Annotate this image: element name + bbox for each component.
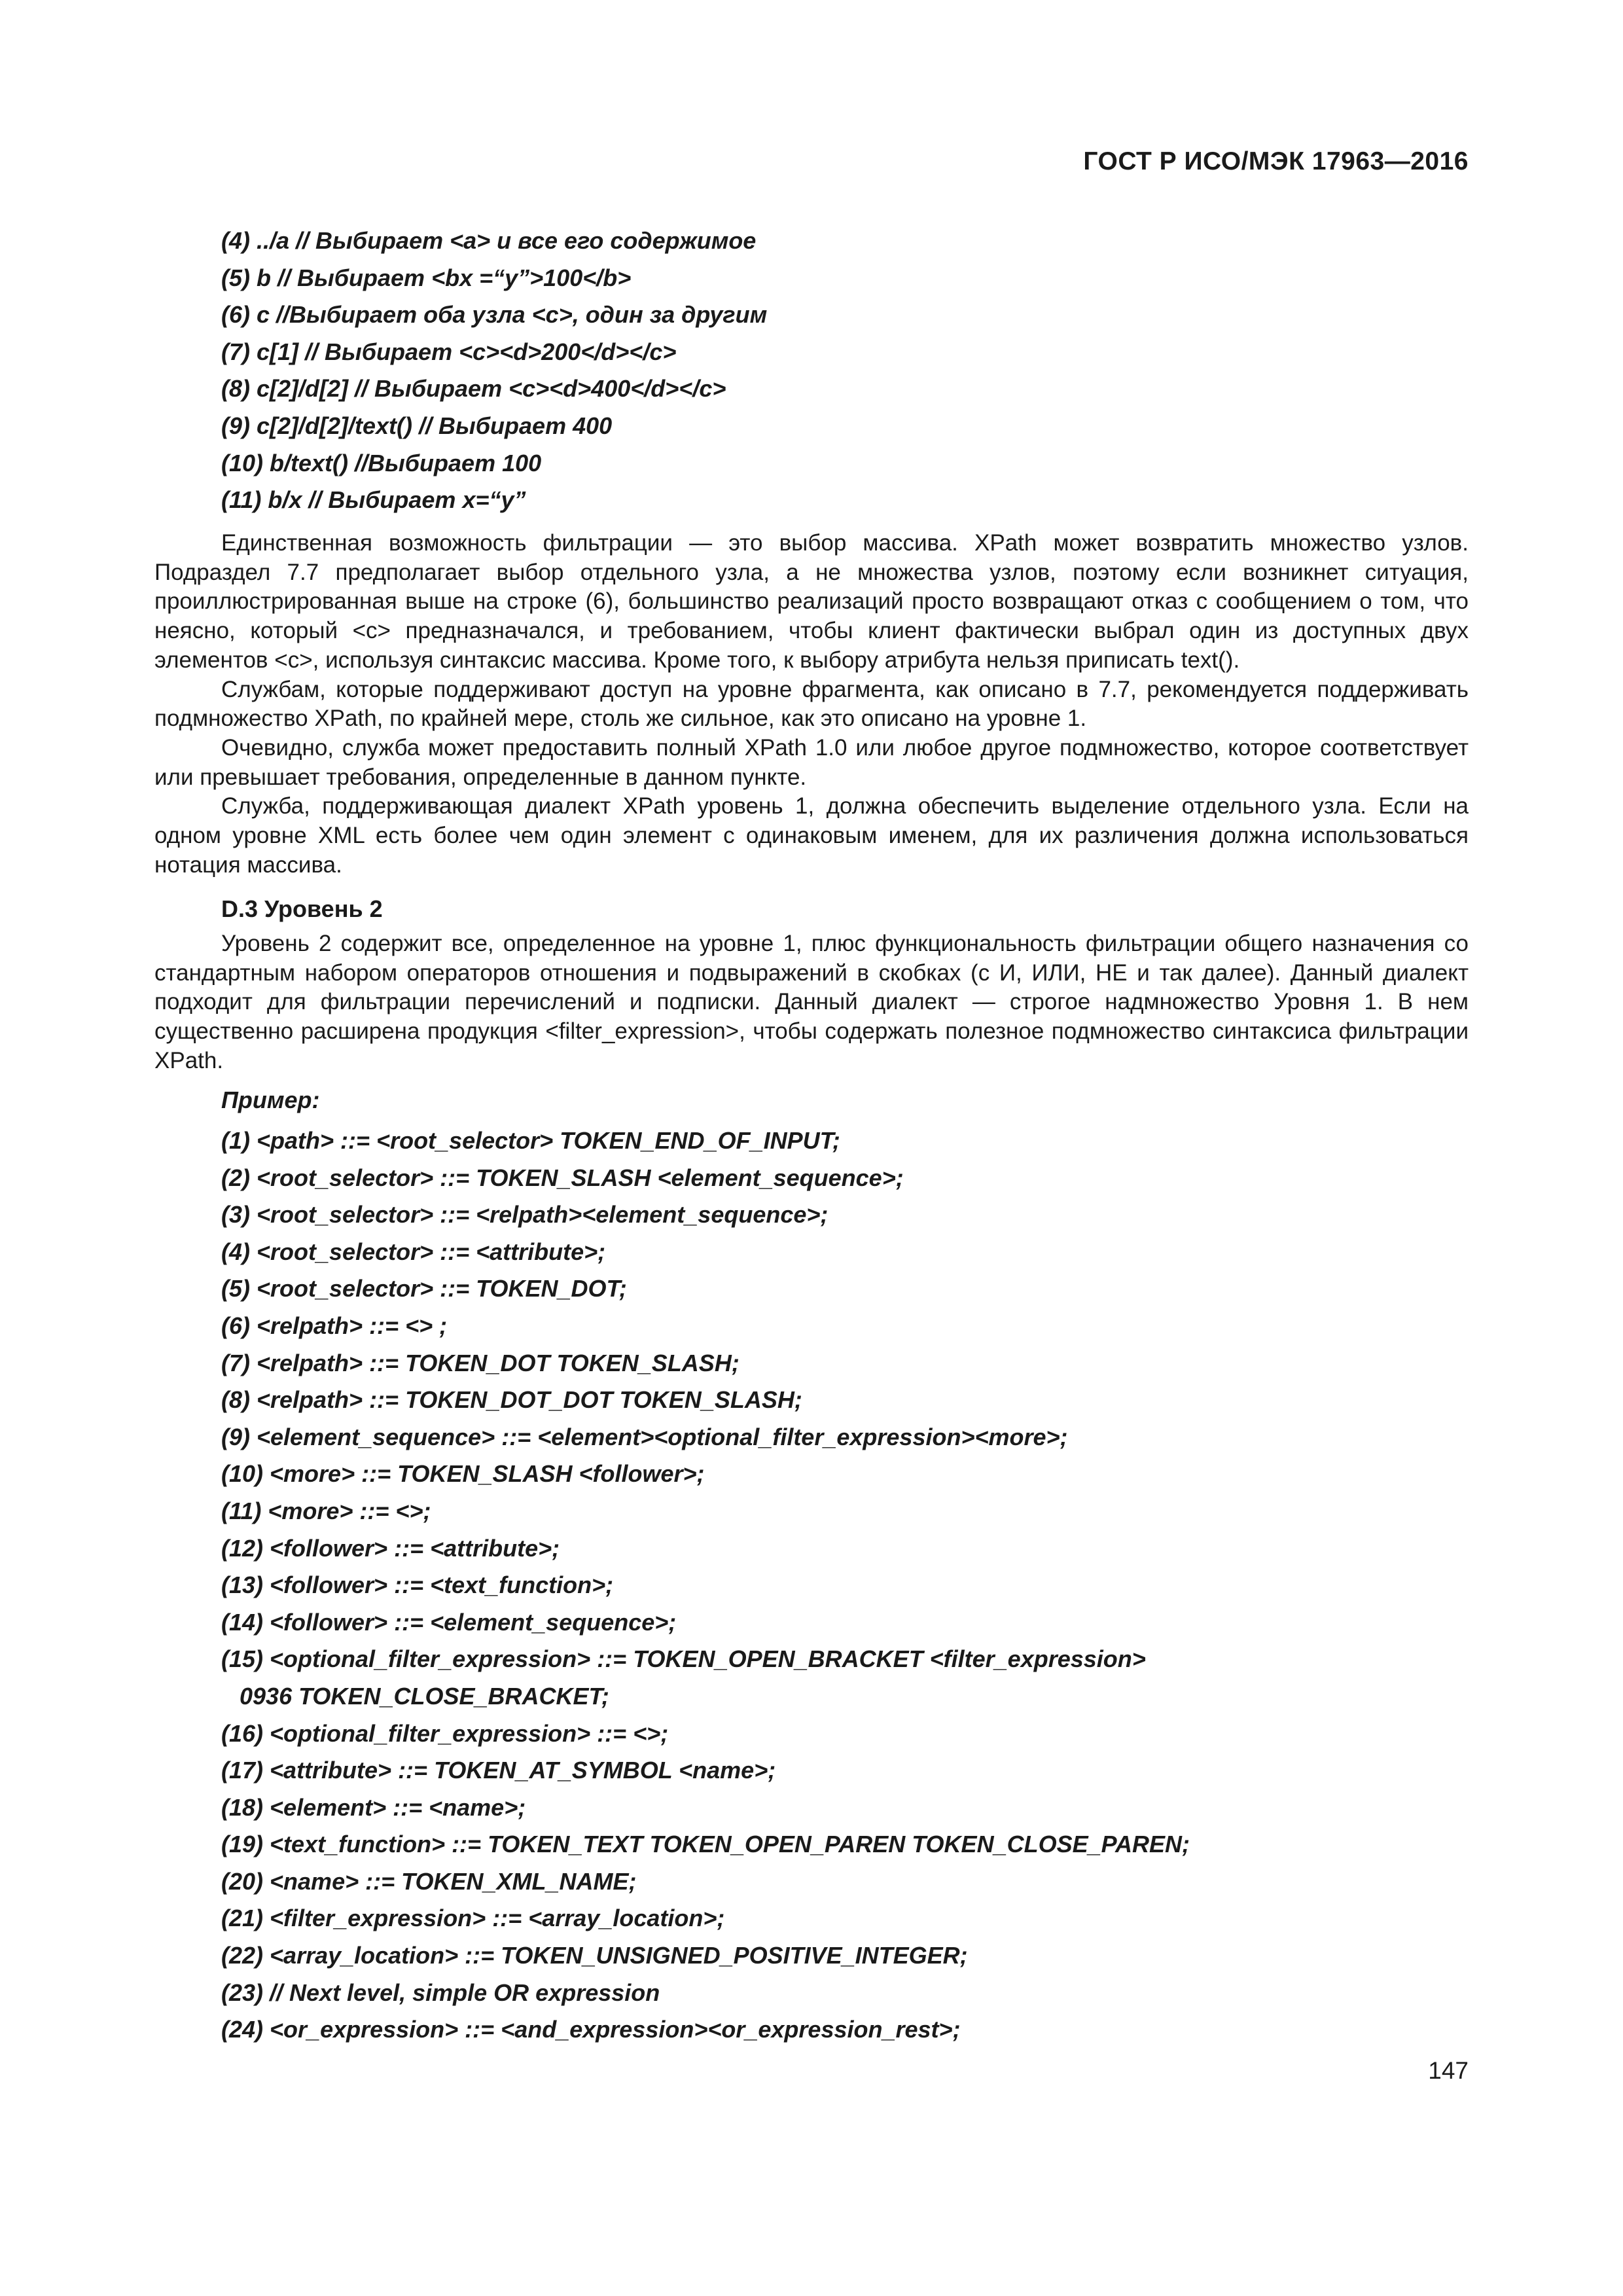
grammar-line: (21) <filter_expression> ::= <array_location>; [221,1905,725,1932]
grammar-line-continuation: 0936 TOKEN_CLOSE_BRACKET; [240,1682,609,1710]
grammar-line: (5) <root_selector> ::= TOKEN_DOT; [221,1275,627,1302]
grammar-line: (2) <root_selector> ::= TOKEN_SLASH <element_sequence>; [221,1164,904,1191]
code-line: (9) c[2]/d[2]/text() // Выбирает 400 [221,412,613,439]
page-number: 147 [1428,2057,1469,2084]
code-line: (4) ../a // Выбирает <a> и все его содержимое [221,227,757,254]
grammar-line: (6) <relpath> ::= <> ; [221,1312,448,1339]
grammar-line: (13) <follower> ::= <text_function>; [221,1571,614,1599]
grammar-line: (1) <path> ::= <root_selector> TOKEN_END_OF_INPUT; [221,1127,840,1154]
code-line: (6) c //Выбирает оба узла <c>, один за другим [221,301,768,329]
grammar-line: (8) <relpath> ::= TOKEN_DOT_DOT TOKEN_SLASH; [221,1386,802,1414]
code-line: (10) b/text() //Выбирает 100 [221,449,542,476]
grammar-line: (12) <follower> ::= <attribute>; [221,1534,560,1562]
paragraph: Очевидно, служба может предоставить полный XPath 1.0 или любое другое подмножество, которое соответствует или превышает требования, определенные в данном пункте. [154,734,1469,790]
grammar-line: (24) <or_expression> ::= <and_expression><or_expression_rest>; [221,2016,961,2043]
grammar-line: (3) <root_selector> ::= <relpath><element_sequence>; [221,1201,829,1229]
grammar-line: (16) <optional_filter_expression> ::= <>; [221,1719,669,1747]
grammar-line: (4) <root_selector> ::= <attribute>; [221,1238,606,1265]
section-body [154,929,1469,1076]
code-line: (11) b/x // Выбирает x=“y” [221,486,526,514]
grammar-line: (10) <more> ::= TOKEN_SLASH <follower>; [221,1460,705,1488]
paragraph: Службам, которые поддерживают доступ на уровне фрагмента, как описано в 7.7, рекомендуется поддерживать подмножество XPath, по крайней мере, столь же сильное, как это описано на уровне 1. [154,676,1469,732]
page-header: ГОСТ Р ИСО/МЭК 17963—2016 [1083,147,1469,175]
grammar-line: (9) <element_sequence> ::= <element><optional_filter_expression><more>; [221,1423,1068,1450]
paragraph: Единственная возможность фильтрации — это выбор массива. XPath может возвратить множество узлов. Подраздел 7.7 предполагает выбор отдельного узла, а не множества узлов, поэтому если возникнет ситуация, проиллюстрированная выше на строке (6), большинство реализаций просто возвращают отказ с сообщением о том, что неясно, который <c> предназначался, и требованием, чтобы клиент фактически выбрал один из доступных двух элементов <c>, используя синтаксис массива. Кроме того, к выбору атрибута нельзя приписать text(). [154,530,1469,673]
grammar-line: (20) <name> ::= TOKEN_XML_NAME; [221,1867,637,1895]
paragraph: Уровень 2 содержит все, определенное на уровне 1, плюс функциональность фильтрации общего назначения со стандартным набором операторов отношения и подвыражений в скобках (с И, ИЛИ, НЕ и так далее). Данный диалект подходит для фильтрации перечислений и подписки. Данный диалект — строгое надмножество Уровня 1. В нем существенно расширена продукция <filter_expression>, чтобы содержать полезное подмножество синтаксиса фильтрации XPath. [154,931,1469,1073]
paragraph: Служба, поддерживающая диалект XPath уровень 1, должна обеспечить выделение отдельного узла. Если на одном уровне XML есть более чем один элемент с одинаковым именем, для их различения должна использоваться нотация массива. [154,793,1469,878]
example-label: Пример: [221,1086,320,1113]
grammar-line: (19) <text_function> ::= TOKEN_TEXT TOKEN_OPEN_PAREN TOKEN_CLOSE_PAREN; [221,1831,1190,1858]
section-heading: D.3 Уровень 2 [221,895,383,922]
code-block-top [221,223,1465,519]
grammar-line: (15) <optional_filter_expression> ::= TOKEN_OPEN_BRACKET <filter_expression> [221,1645,1146,1673]
grammar-block [221,1122,1465,2049]
body-text-top [154,529,1469,880]
grammar-line: (23) // Next level, simple OR expression [221,1979,660,2006]
grammar-line: (11) <more> ::= <>; [221,1497,431,1524]
grammar-line: (22) <array_location> ::= TOKEN_UNSIGNED_POSITIVE_INTEGER; [221,1942,968,1969]
code-line: (8) c[2]/d[2] // Выбирает <c><d>400</d></c> [221,375,726,403]
grammar-line: (14) <follower> ::= <element_sequence>; [221,1608,677,1636]
code-line: (7) c[1] // Выбирает <c><d>200</d></c> [221,338,677,365]
code-line: (5) b // Выбирает <bx =“y”>100</b> [221,264,632,291]
grammar-line: (17) <attribute> ::= TOKEN_AT_SYMBOL <name>; [221,1757,776,1784]
grammar-line: (7) <relpath> ::= TOKEN_DOT TOKEN_SLASH; [221,1349,740,1376]
grammar-line: (18) <element> ::= <name>; [221,1793,526,1821]
